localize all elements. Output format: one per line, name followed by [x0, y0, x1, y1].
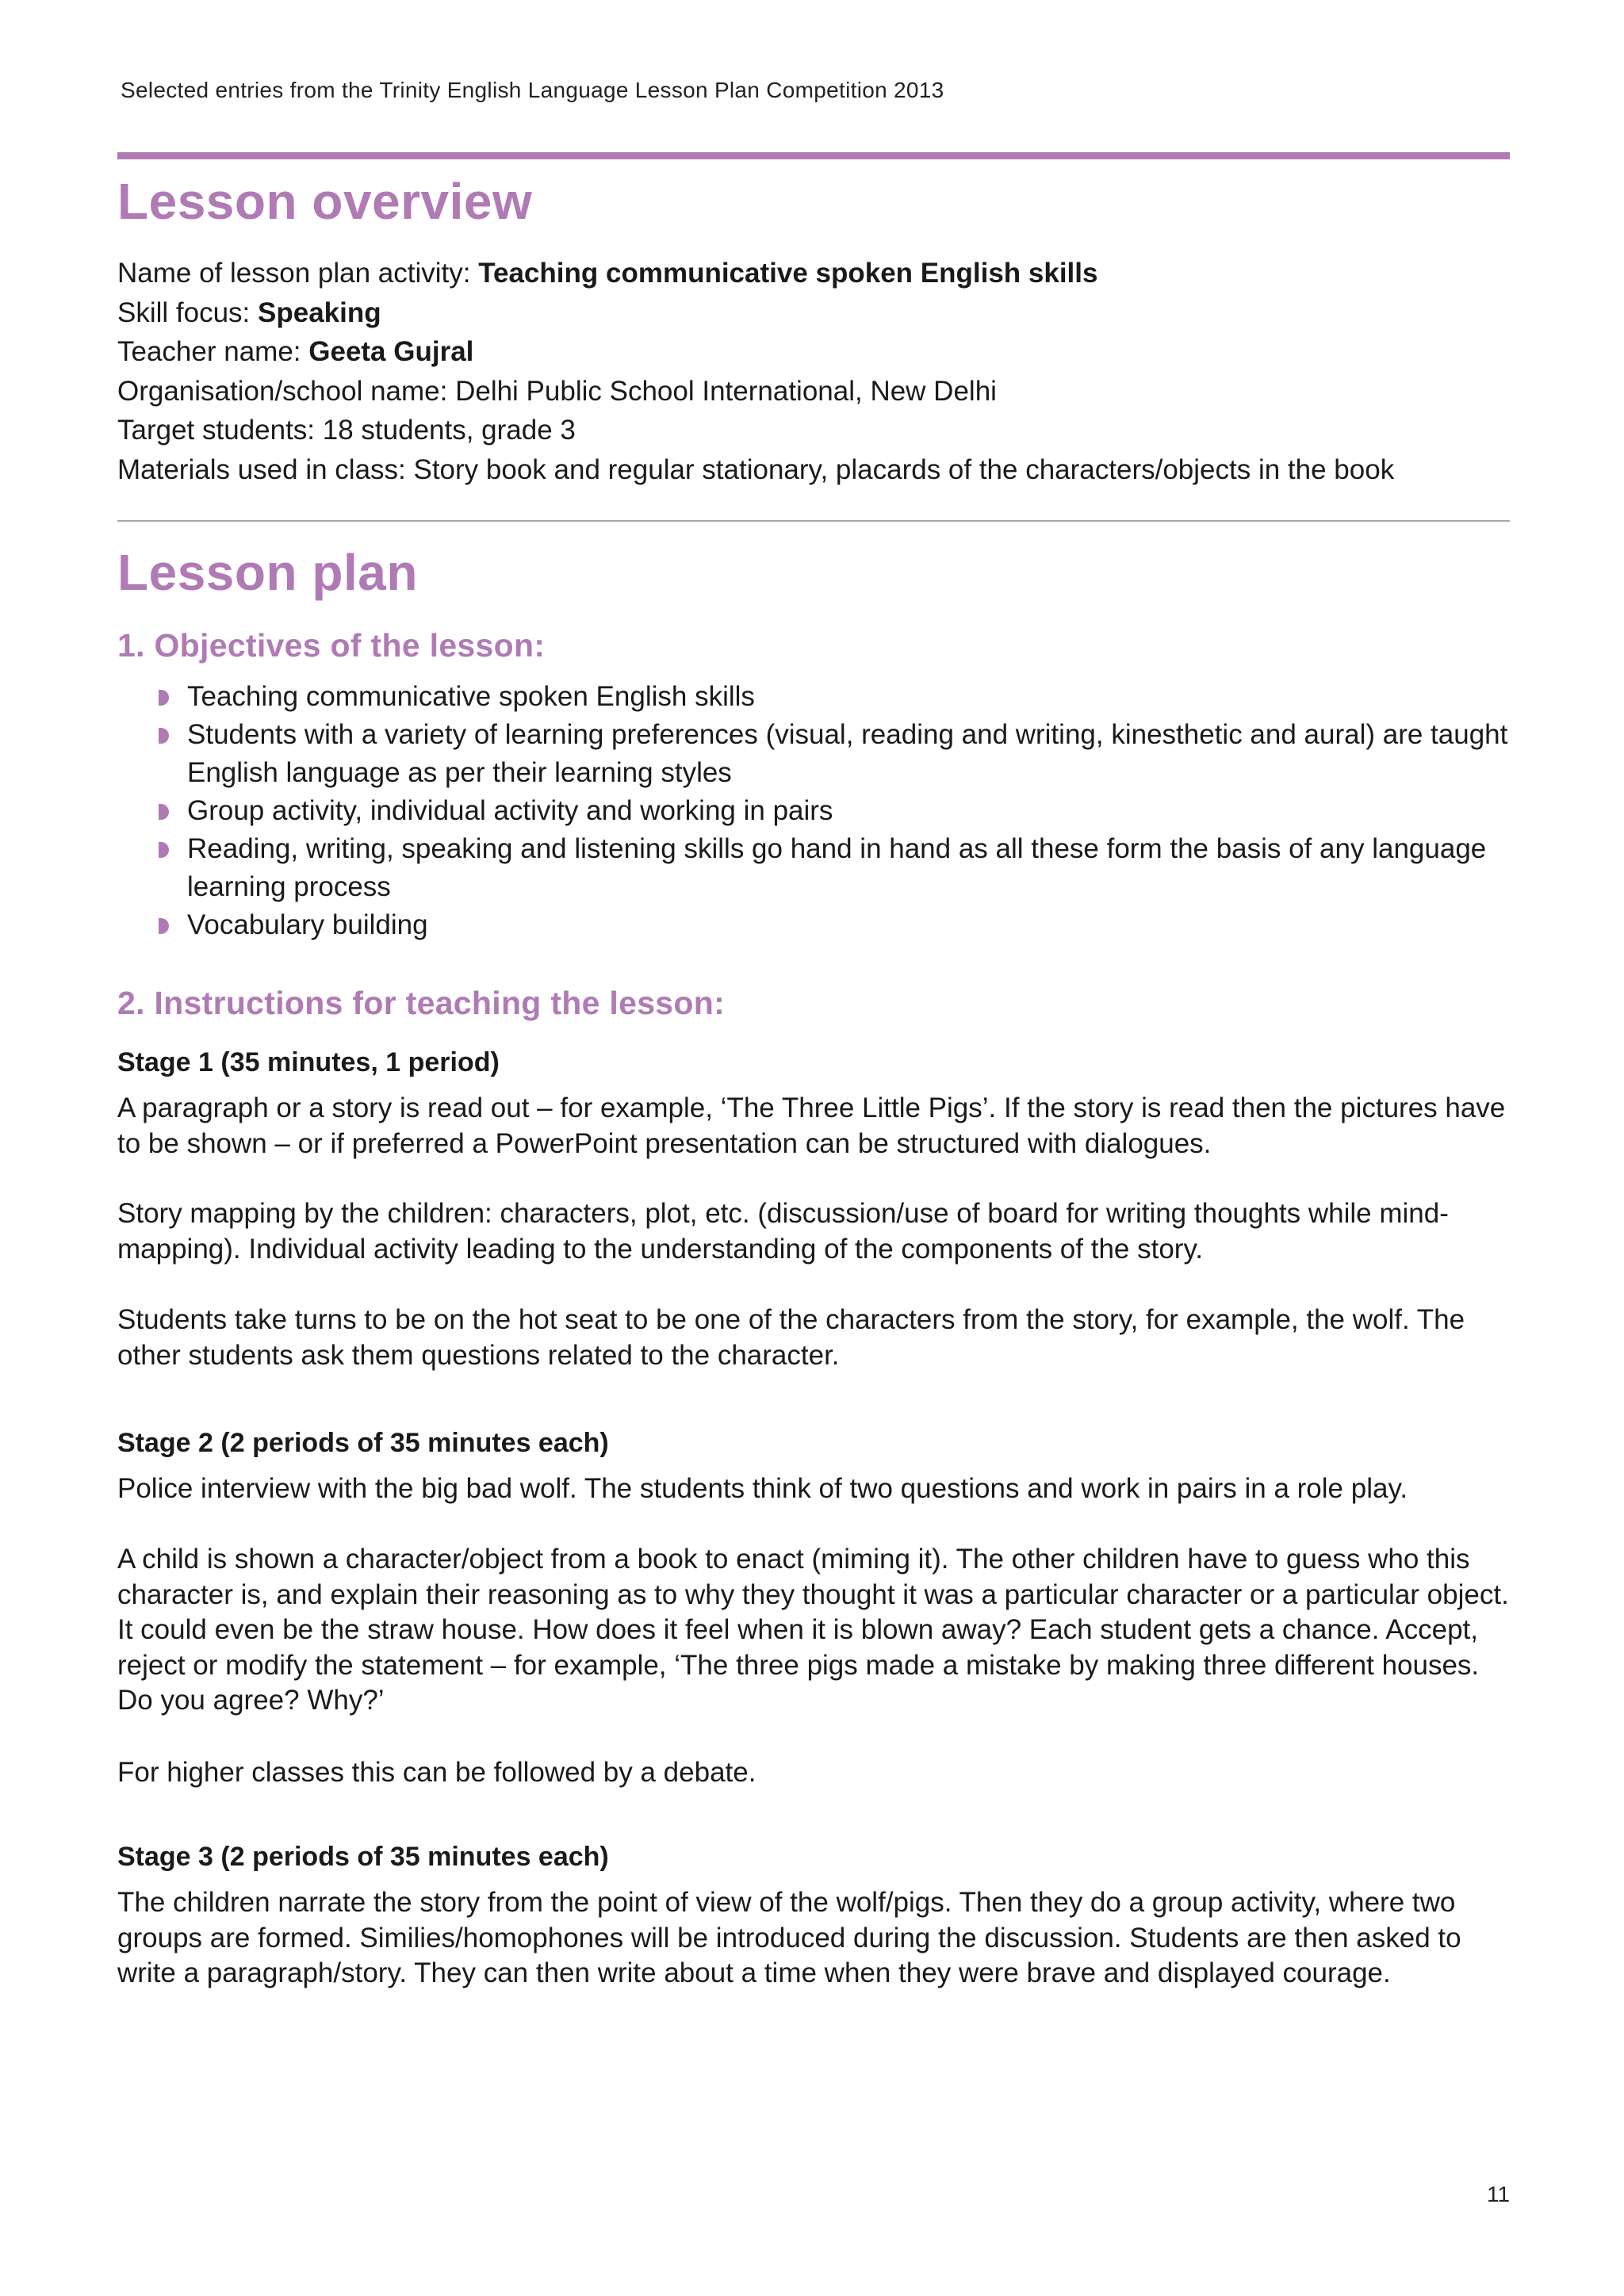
- field-label: Name of lesson plan activity:: [117, 258, 479, 289]
- running-header: Selected entries from the Trinity English Language Lesson Plan Competition 2013: [121, 78, 944, 102]
- lesson-plan-title: Lesson plan: [117, 544, 418, 601]
- stage2-title: Stage 2 (2 periods of 35 minutes each): [117, 1428, 609, 1458]
- field-label: Target students:: [117, 415, 323, 446]
- field-label: Materials used in class:: [117, 453, 414, 485]
- stage1-paragraph-3: Students take turns to be on the hot seat to be one of the characters from the story, for example, the wolf. The other students ask them questions related to the character.: [117, 1304, 1465, 1371]
- overview-field-teacher: [117, 332, 1510, 372]
- bullet-icon: [159, 690, 169, 706]
- section-divider-thick: [117, 152, 1510, 159]
- stage3-title: Stage 3 (2 periods of 35 minutes each): [117, 1842, 609, 1872]
- overview-fields: [117, 254, 1510, 489]
- field-value: Geeta Gujral: [308, 336, 474, 367]
- overview-title: Lesson overview: [117, 173, 533, 230]
- stage3-paragraph-1: The children narrate the story from the point of view of the wolf/pigs. Then they do a group activity, where two groups are formed. Similies/homophones will be introduced during the discussion. Students are then asked to write a paragraph/story. They can then write about a time when they were brave and displayed courage.: [117, 1887, 1461, 1988]
- overview-field-skill: [117, 293, 1510, 333]
- field-label: Skill focus:: [117, 297, 258, 328]
- list-item: Reading, writing, speaking and listening skills go hand in hand as all these form the basis of any language learning process: [159, 830, 1510, 906]
- list-item: Group activity, individual activity and working in pairs: [159, 792, 1510, 830]
- section-divider-thin: [117, 520, 1510, 522]
- overview-field-activity: [117, 254, 1510, 293]
- overview-field-materials: [117, 450, 1510, 490]
- instructions-title: 2. Instructions for teaching the lesson:: [117, 985, 726, 1021]
- bullet-icon: [159, 728, 169, 744]
- objectives-title: 1. Objectives of the lesson:: [117, 627, 546, 664]
- stage1-paragraph-2: Story mapping by the children: characters, plot, etc. (discussion/use of board for writing thoughts while mind-mapping). Individual activity leading to the understanding of the components of the story.: [117, 1198, 1449, 1265]
- page-number: 11: [1487, 2182, 1511, 2206]
- overview-field-school: [117, 372, 1510, 411]
- field-label: Teacher name:: [117, 336, 309, 367]
- bullet-icon: [159, 918, 169, 934]
- stage2-paragraph-1: Police interview with the big bad wolf. The students think of two questions and work in pairs in a role play.: [117, 1473, 1408, 1504]
- stage2-paragraph-2: A child is shown a character/object from a book to enact (miming it). The other children have to guess who this character is, and explain their reasoning as to why they thought it was a particular character or a particular object. It could even be the straw house. How does it feel when it is blown away? Each student gets a chance. Accept, reject or modify the statement – for example, ‘The three pigs made a mistake by making three different houses. Do you agree? Why?’: [117, 1544, 1509, 1716]
- field-value: Story book and regular stationary, placards of the characters/objects in the book: [413, 453, 1395, 485]
- list-item: Teaching communicative spoken English skills: [159, 678, 1510, 716]
- field-value: 18 students, grade 3: [322, 415, 576, 446]
- bullet-icon: [159, 842, 169, 858]
- overview-field-students: [117, 411, 1510, 450]
- field-label: Organisation/school name:: [117, 375, 456, 407]
- bullet-icon: [159, 804, 169, 820]
- objectives-list: [159, 678, 1510, 944]
- list-item: Students with a variety of learning preferences (visual, reading and writing, kinesthetic and aural) are taught English language as per their learning styles: [159, 716, 1510, 792]
- field-value: Teaching communicative spoken English skills: [478, 258, 1098, 289]
- stage1-title: Stage 1 (35 minutes, 1 period): [117, 1047, 500, 1077]
- list-item: Vocabulary building: [159, 906, 1510, 944]
- field-value: Speaking: [258, 297, 381, 328]
- stage2-paragraph-3: For higher classes this can be followed by a debate.: [117, 1757, 756, 1788]
- field-value: Delhi Public School International, New Delhi: [455, 375, 997, 407]
- stage1-paragraph-1: A paragraph or a story is read out – for example, ‘The Three Little Pigs’. If the story is read then the pictures have to be shown – or if preferred a PowerPoint presentation can be structured with dialogues.: [117, 1093, 1506, 1159]
